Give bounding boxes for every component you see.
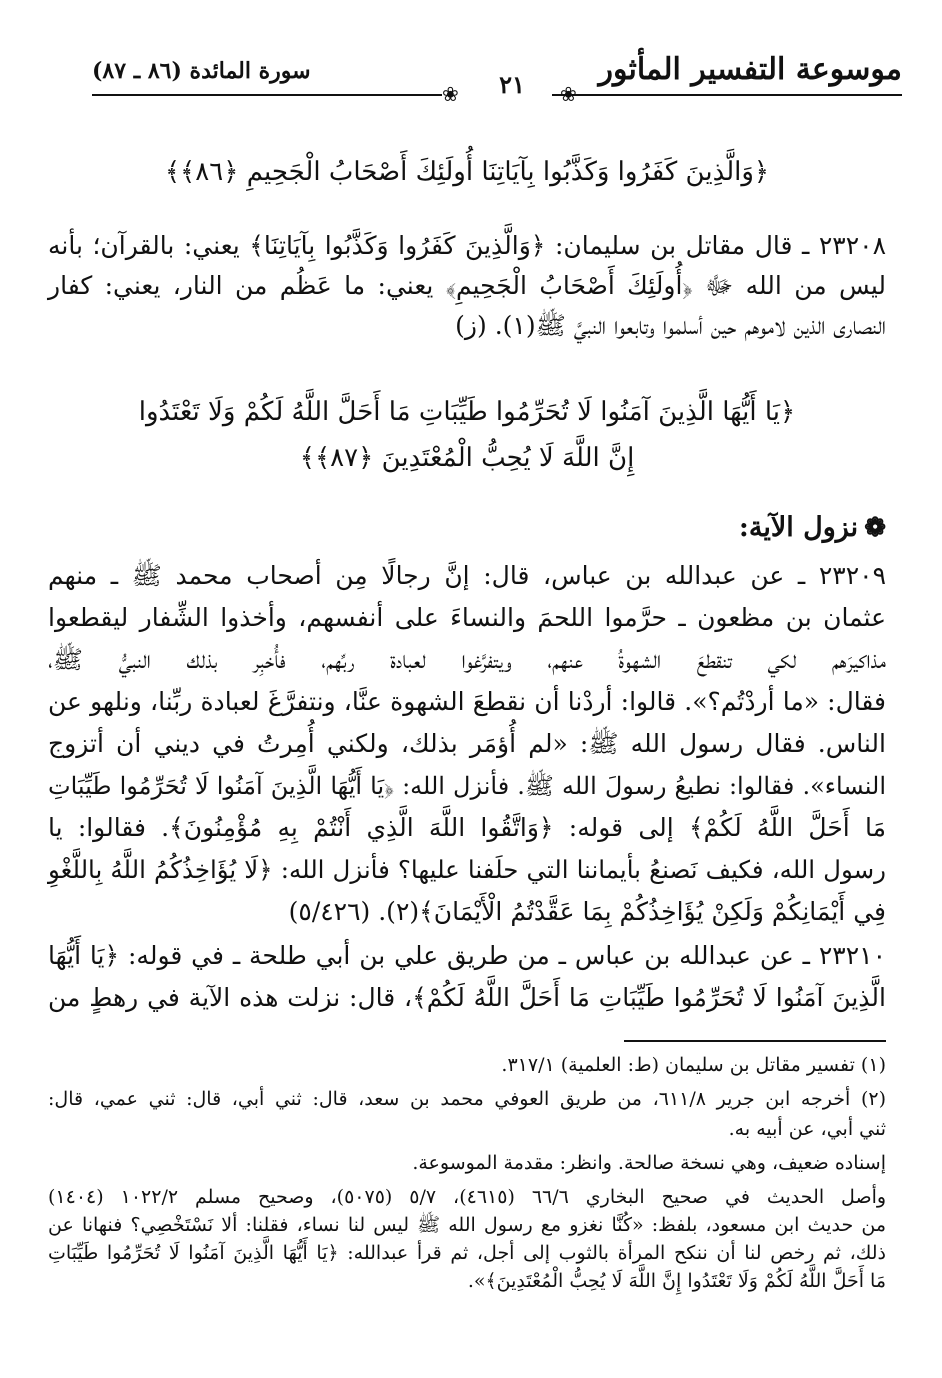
para-23208-line: النصارى الذين لاموهم حين أسلموا وتابعوا النبيَّ ﷺ(١). (ز) (455, 311, 886, 340)
page-header (92, 52, 902, 106)
para-23209-line: ٢٣٢٠٩ ـ عن عبدالله بن عباس، قال: إنَّ رجالًا مِن أصحاب محمد ﷺ ـ منهم (48, 561, 886, 590)
verse-87-line: ﴿يَا أَيُّهَا الَّذِينَ آمَنُوا لَا تُحَرِّمُوا طَيِّبَاتِ مَا أَحَلَّ اللَّهُ لَكُمْ وَلَا تَعْتَدُوا (138, 397, 796, 427)
ornament-icon: ❀ (560, 82, 577, 106)
para-23209-line: مذاكيرَهم لكي تنقطعَ الشهوةُ عنهم، ويتفرَّغوا لعبادة ربِّهم، فأُخبِر بذلك النبيُّ ﷺ، (48, 645, 886, 674)
para-23210-line: الَّذِينَ آمَنُوا لَا تُحَرِّمُوا طَيِّبَاتِ مَا أَحَلَّ اللَّهُ لَكُمْ﴾، قال: نزلت هذه الآية في رهطٍ من (48, 983, 886, 1012)
footnote-line: (٢) أخرجه ابن جرير ٦١١/٨، من طريق العوفي محمد بن سعد، قال: ثني أبي، قال: ثني عمي، قال: (48, 1088, 886, 1110)
verse-87-line: إِنَّ اللَّهَ لَا يُحِبُّ الْمُعْتَدِينَ ﴿٨٧﴾﴾ (299, 443, 635, 473)
footnote-line: من حديث ابن مسعود، بلفظ: «كُنَّا نغزو مع رسول الله ﷺ ليس لنا نساء، فقلنا: ألا نَسْتَخْصِي؟ فنهانا عن (48, 1214, 886, 1236)
verse-86: ﴿وَالَّذِينَ كَفَرُوا وَكَذَّبُوا بِآيَاتِنَا أُولَئِكَ أَصْحَابُ الْجَحِيمِ ﴿٨٦﴾﴾ (164, 157, 770, 187)
para-23208-line: ٢٣٢٠٨ ـ قال مقاتل بن سليمان: ﴿وَالَّذِينَ كَفَرُوا وَكَذَّبُوا بِآيَاتِنَا﴾ يعني: بالقرآن؛ بأنه (48, 231, 886, 260)
section-heading: ❁نزول الآية: (738, 512, 886, 543)
para-23210-line: ٢٣٢١٠ ـ عن عبدالله بن عباس ـ من طريق علي بن أبي طلحة ـ في قوله: ﴿يَا أَيُّهَا (48, 941, 886, 970)
para-23209-line: النساء». فقالوا: نطيعُ رسولَ الله ﷺ. فأنزل الله: ﴿يَا أَيُّهَا الَّذِينَ آمَنُوا لَا تُحَرِّمُوا طَيِّبَاتِ (48, 772, 886, 800)
para-23209-line: عثمان بن مظعون ـ حرَّموا اللحمَ والنساءَ على أنفسهم، وأخذوا الشِّفار ليقطعوا (48, 603, 886, 632)
para-23208-line: ليس من الله ﷻ ﴿أُولَئِكَ أَصْحَابُ الْجَحِيمِ﴾ يعني: ما عَظُم من النار، يعني: كفار (48, 271, 886, 300)
flower-icon: ❁ (864, 513, 886, 543)
para-23209-line: مَا أَحَلَّ اللَّهُ لَكُمْ﴾ إلى قوله: ﴿وَاتَّقُوا اللَّهَ الَّذِي أَنْتُمْ بِهِ مُؤْمِنُونَ﴾. فقالوا: يا (48, 813, 886, 842)
para-23209-line: فقال: «ما أردْتُم؟». قالوا: أردْنا أن نقطعَ الشهوة عنَّا، ونتفرَّغَ لعبادة ربِّنا، ونلهو عن (48, 687, 886, 716)
page-number: ٢١ (499, 70, 525, 99)
footnote-line: (١) تفسير مقاتل بن سليمان (ط: العلمية) ٣١٧/١. (501, 1054, 886, 1076)
surah-label: سورة المائدة (٨٦ ـ ٨٧) (92, 58, 311, 84)
para-23209-line: رسول الله، فكيف نَصنعُ بأيماننا التي حلَفنا عليها؟ فأنزل الله: ﴿لَا يُؤَاخِذُكُمُ اللَّهُ بِاللَّغْوِ (48, 855, 886, 884)
footnote-rule (624, 1040, 886, 1042)
header-rule-left (92, 94, 442, 96)
footnote-line: مَا أَحَلَّ اللَّهُ لَكُمْ وَلَا تَعْتَدُوا إِنَّ اللَّهَ لَا يُحِبُّ الْمُعْتَدِينَ﴾». (467, 1270, 886, 1292)
footnote-line: ثني أبي، عن أبيه به. (728, 1118, 886, 1140)
footnote-line: ذلك، ثم رخص لنا أن ننكح المرأة بالثوب إلى أجل، ثم قرأ عبدالله: ﴿يَا أَيُّهَا الَّذِينَ آمَنُوا لَا تُحَرِّمُوا طَيِّبَاتِ (48, 1242, 886, 1264)
header-rule-right (552, 94, 902, 96)
para-23209-line: فِي أَيْمَانِكُمْ وَلَكِنْ يُؤَاخِذُكُمْ بِمَا عَقَّدْتُمُ الْأَيْمَانَ﴾(٢). (٥/٤٢٦) (288, 897, 886, 926)
para-23209-line: الناس. فقال رسول الله ﷺ: «لم أُؤمَر بذلك، ولكني أُمِرتُ في ديني أن أتزوج (48, 729, 886, 758)
footnote-line: وأصل الحديث في صحيح البخاري ٦٦/٦ (٤٦١٥)، ٥/٧ (٥٠٧٥)، وصحيح مسلم ١٠٢٢/٢ (١٤٠٤) (48, 1186, 887, 1208)
ornament-icon: ❀ (442, 82, 459, 106)
book-title: موسوعة التفسير المأثور (598, 52, 902, 87)
footnote-line: إسناده ضعيف، وهي نسخة صالحة. وانظر: مقدمة الموسوعة. (412, 1152, 886, 1174)
